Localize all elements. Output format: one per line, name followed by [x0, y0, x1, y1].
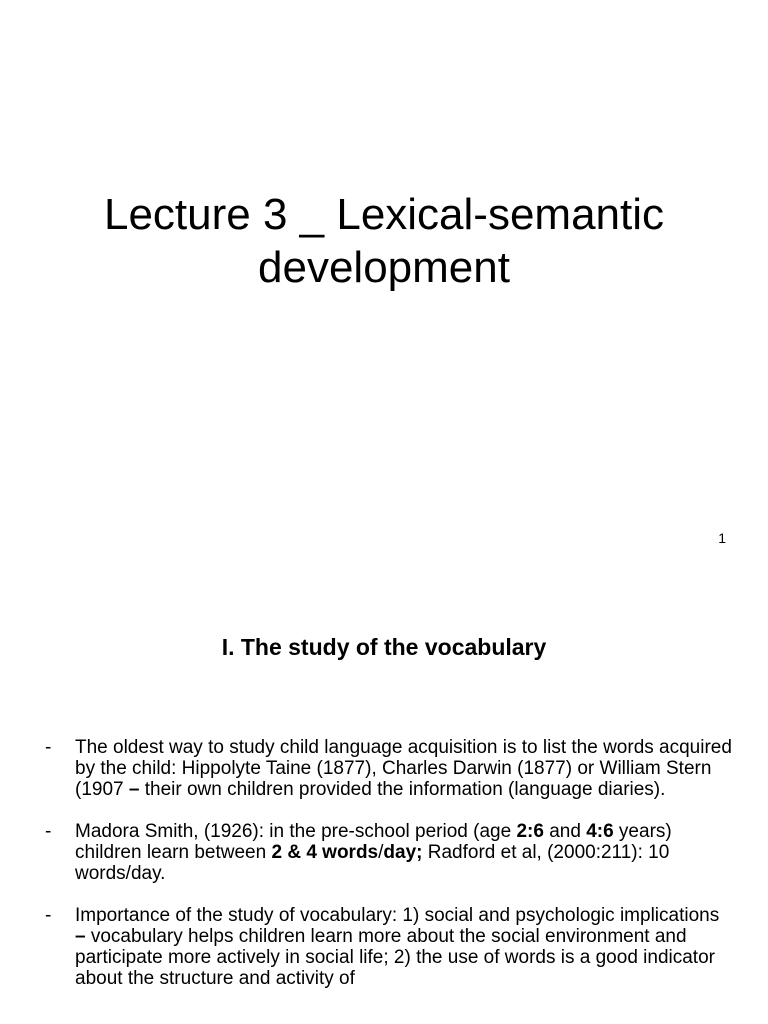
text-run: Importance of the study of vocabulary: 1) social and psychologic implications	[75, 905, 720, 926]
bullet-item-oldest-way	[0, 737, 768, 800]
slide-title-line-1: Lecture 3 _ Lexical-semantic	[103, 190, 665, 239]
bullet-text	[75, 905, 719, 989]
bullet-item-importance	[0, 905, 768, 989]
text-run: their own children provided the information (language diaries).	[139, 779, 666, 800]
bold-run: 2 & 4 words	[271, 842, 379, 863]
bullet-item-madora-smith	[0, 821, 768, 884]
bullet-text	[75, 821, 672, 884]
bold-run: –	[128, 779, 140, 800]
bullet-dash: -	[45, 905, 52, 926]
text-run: The oldest way to study child language acquisition is to list the words acquired by the child: Hippolyte Taine (1877), Charles Darwin (1877) or William Stern (1907	[75, 737, 732, 800]
slide-title	[0, 188, 768, 294]
text-run: years) children learn between	[75, 821, 672, 863]
bold-run: –	[75, 926, 86, 947]
bullet-text	[75, 737, 732, 800]
text-run: Radford et al, (2000:211): 10 words/day.	[75, 842, 670, 884]
slide-title-line-2: development	[258, 243, 510, 292]
bullet-dash: -	[45, 737, 52, 758]
section-heading: I. The study of the vocabulary	[221, 634, 547, 660]
bold-run: 2:6	[516, 821, 544, 842]
text-run: vocabulary helps children learn more about the social environment and participate more actively in social life; 2) the use of words is a good indicator about the structure and activity of	[75, 926, 715, 989]
bold-run: day;	[383, 842, 423, 863]
bullet-list	[0, 737, 768, 1010]
page-number: 1	[718, 530, 726, 546]
bullet-dash: -	[45, 821, 52, 842]
text-run: /	[378, 842, 384, 863]
text-run: Madora Smith, (1926): in the pre-school period (age	[75, 821, 517, 842]
text-run: and	[543, 821, 587, 842]
bold-run: 4:6	[586, 821, 614, 842]
